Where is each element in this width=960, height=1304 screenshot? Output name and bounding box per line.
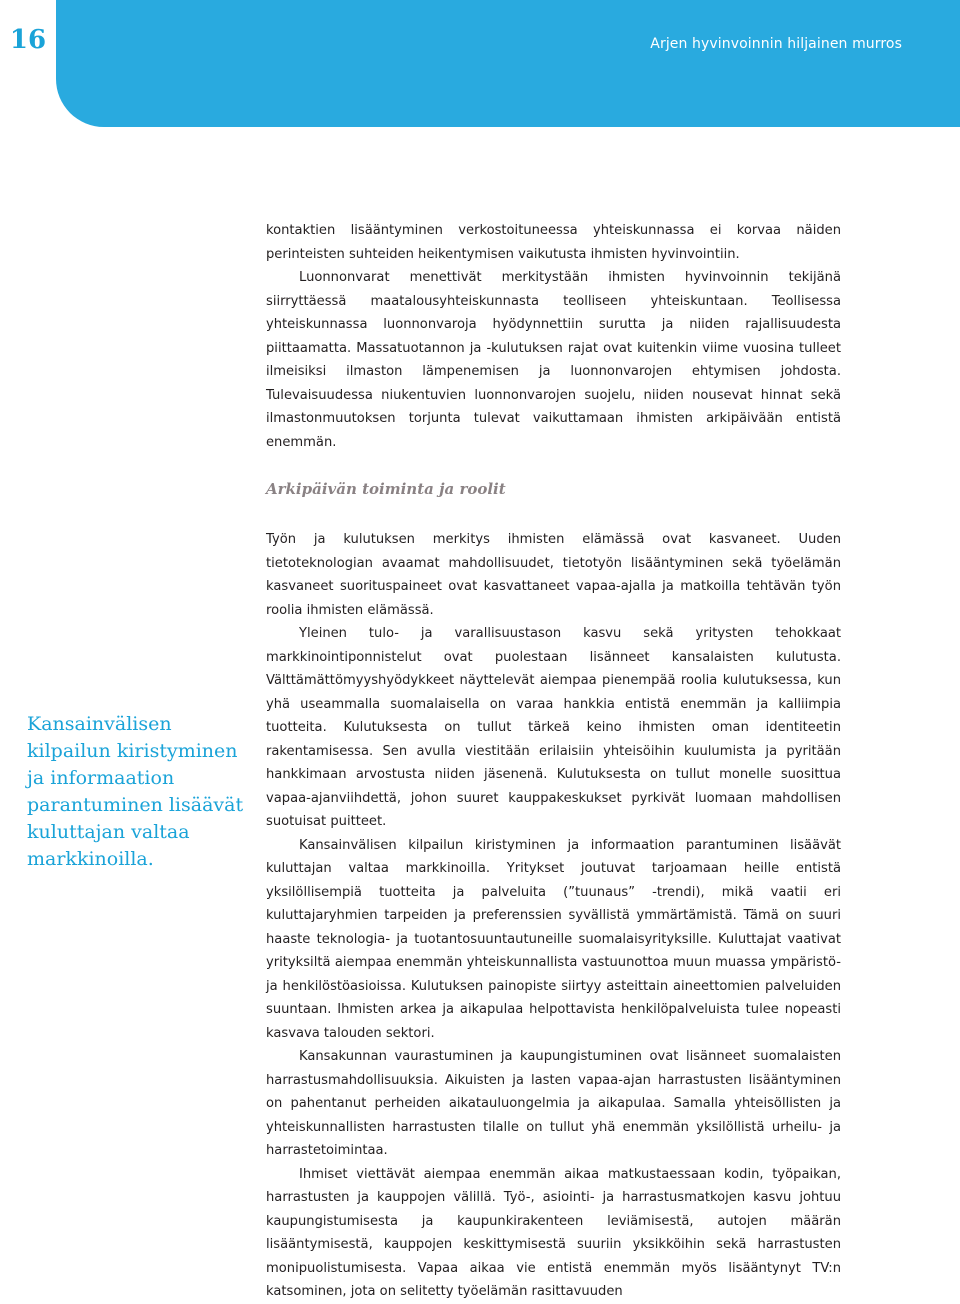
- header-band: [56, 0, 960, 127]
- page-number: 16: [9, 25, 47, 55]
- section-body: [266, 528, 841, 1304]
- paragraph: Yleinen tulo- ja varallisuustason kasvu sekä yritysten tehokkaat markkinointiponnistelut ovat puolestaan lisänneet kansalaisten kulutusta. Välttämättömyyshyödykkeet näyttelevät aiempaa pienempää roolia kulutuksessa, kun yhä useammalla suomalaisella on varaa hankkia entistä enemmän ja kalliimpia tuotteita. Kulutuksesta on tullut tärkeä keino ihmisten oman identiteetin rakentamisessa. Sen avulla viestitään erilaisiin yhteisöihin kuulumista ja pyritään hankkimaan arvostusta niiden jäsenenä. Kulutuksesta on tullut monelle suosittua vapaa-ajanviihdettä, johon suuret kauppakeskukset pyrkivät luomaan mahdollisen suotuisat puitteet.: [266, 626, 841, 829]
- running-title: Arjen hyvinvoinnin hiljainen murros: [650, 36, 902, 52]
- paragraph: Luonnonvarat menettivät merkitystään ihmisten hyvinvoinnin tekijänä siirryttäessä maatalousyhteiskunnasta teolliseen yhteiskuntaan. Teollisessa yhteiskunnassa luonnonvaroja hyödynnettiin surutta ja niiden rajallisuudesta piittaamatta. Massatuotannon ja -kulutuksen rajat ovat kuitenkin viime vuosina tulleet ilmeisiksi ilmaston lämpenemisen ja luonnonvarojen ehtymisen johdosta. Tulevaisuudessa niukentuvien luonnonvarojen suojelu, niiden nousevat hinnat sekä ilmastonmuutoksen torjunta tulevat vaikuttamaan ihmisten arkipäivään entistä enemmän.: [266, 270, 841, 450]
- paragraph: Ihmiset viettävät aiempaa enemmän aikaa matkustaessaan kodin, työpaikan, harrastusten ja kauppojen välillä. Työ-, asiointi- ja harrastusmatkojen kasvu johtuu kaupungistumisesta ja kaupunkirakenteen leviämisestä, autojen määrän lisääntymisestä, kauppojen keskittymisestä suuriin yksikköihin sekä harrastusten monipuolistumisesta. Vapaa aikaa vie entistä enemmän myös lisääntynyt TV:n katsominen, jota on selitetty työelämän rasittavuuden: [266, 1166, 841, 1299]
- pull-quote: Kansainvälisen kilpailun kiristyminen ja informaation parantuminen lisäävät kuluttajan valtaa markkinoilla.: [27, 713, 244, 870]
- paragraph: Kansakunnan vaurastuminen ja kaupungistuminen ovat lisänneet suomalaisten harrastusmahdollisuuksia. Aikuisten ja lasten vapaa-ajan harrastusten lisääntyminen on pahentanut perheiden aikatauluongelmia ja aikapulaa. Samalla yhteisöllisten ja yhteiskunnallisten harrastusten tilalle on tullut yhä enemmän yksilöllistä urheilu- ja harrastetoimintaa.: [266, 1049, 841, 1158]
- paragraph: kontaktien lisääntyminen verkostoituneessa yhteiskunnassa ei korvaa näiden perinteisten suhteiden heikentymisen vaikutusta ihmisten hyvinvointiin.: [266, 223, 841, 262]
- intro-text: [266, 219, 841, 454]
- paragraph: Kansainvälisen kilpailun kiristyminen ja informaation parantuminen lisäävät kuluttajan valtaa markkinoilla. Yritykset joutuvat tarjoamaan heille entistä yksilöllisempiä tuotteita ja palveluita (”tuunaus” -trendi), mikä vaatii eri kuluttajaryhmien tarpeiden ja preferenssien syvällistä ymmärtämistä. Tämä on suuri haaste teknologia- ja tuotantosuuntautuneille suomalaisyrityksille. Kuluttajat vaativat yrityksiltä aiempaa enemmän yhteiskunnallista vastuunottoa muun muassa ympäristö- ja henkilöstöasioissa. Kulutuksen painopiste siirtyy asteittain aineettomien palveluiden suuntaan. Ihmisten arkea ja aikapulaa helpottavista henkilöpalveluista tulee nopeasti kasvava talouden sektori.: [266, 837, 841, 1041]
- section-heading: Arkipäivän toiminta ja roolit: [266, 480, 506, 498]
- paragraph: Työn ja kulutuksen merkitys ihmisten elämässä ovat kasvaneet. Uuden tietoteknologian avaamat mahdollisuudet, tietotyön lisääntyminen sekä työelämän kasvaneet suorituspaineet ovat kasvattaneet vapaa-ajalla ja matkoilla tehtävän työn roolia ihmisten elämässä.: [266, 532, 841, 618]
